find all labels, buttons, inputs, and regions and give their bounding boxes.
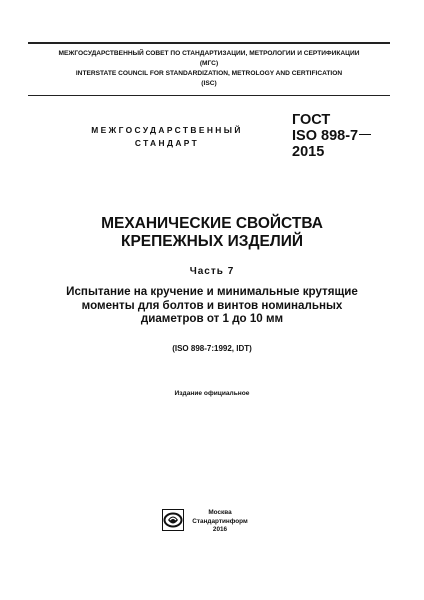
council-abbr-en: (ISC): [201, 80, 217, 87]
title-line2: КРЕПЕЖНЫХ ИЗДЕЛИЙ: [120, 233, 304, 250]
title-line1: МЕХАНИЧЕСКИЕ СВОЙСТВА: [101, 215, 323, 232]
part-number: Часть 7: [189, 266, 235, 277]
subtitle-line1: Испытание на кручение и минимальные крутящие: [66, 285, 358, 298]
designation-iso-line: [292, 128, 402, 144]
designation-dash: [359, 134, 371, 135]
council-name-en: INTERSTATE COUNCIL FOR STANDARDIZATION, METROLOGY AND CERTIFICATION: [75, 70, 343, 77]
standartinform-logo-icon: [162, 509, 184, 531]
standard-type-line2: СТАНДАРТ: [134, 138, 200, 148]
council-name-ru: МЕЖГОСУДАРСТВЕННЫЙ СОВЕТ ПО СТАНДАРТИЗАЦИИ, МЕТРОЛОГИИ И СЕРТИФИКАЦИИ: [58, 50, 360, 57]
document-title: [40, 215, 384, 251]
council-header: [28, 42, 390, 96]
publisher-name: Стандартинформ: [192, 517, 248, 525]
source-watermark: [0, 502, 1, 552]
standard-type-label: [72, 124, 262, 150]
standard-type-line1: МЕЖГОСУДАРСТВЕННЫЙ: [91, 125, 243, 135]
subtitle-line3: диаметров от 1 до 10 мм: [140, 312, 284, 325]
subtitle-line2: моменты для болтов и винтов номинальных: [81, 298, 343, 312]
designation-iso: ISO 898-7: [292, 128, 359, 144]
council-abbr-ru: (МГС): [199, 60, 219, 67]
document-subtitle: [36, 285, 388, 326]
iso-reference: (ISO 898-7:1992, IDT): [172, 344, 252, 353]
publisher-city: Москва: [208, 509, 232, 516]
designation-gost: ГОСТ: [292, 112, 331, 128]
publisher-year: 2016: [212, 526, 228, 533]
designation-year: 2015: [292, 144, 325, 160]
standard-designation: [292, 112, 402, 160]
publisher-block: [190, 509, 250, 535]
edition-note: Издание официальное: [174, 390, 250, 397]
